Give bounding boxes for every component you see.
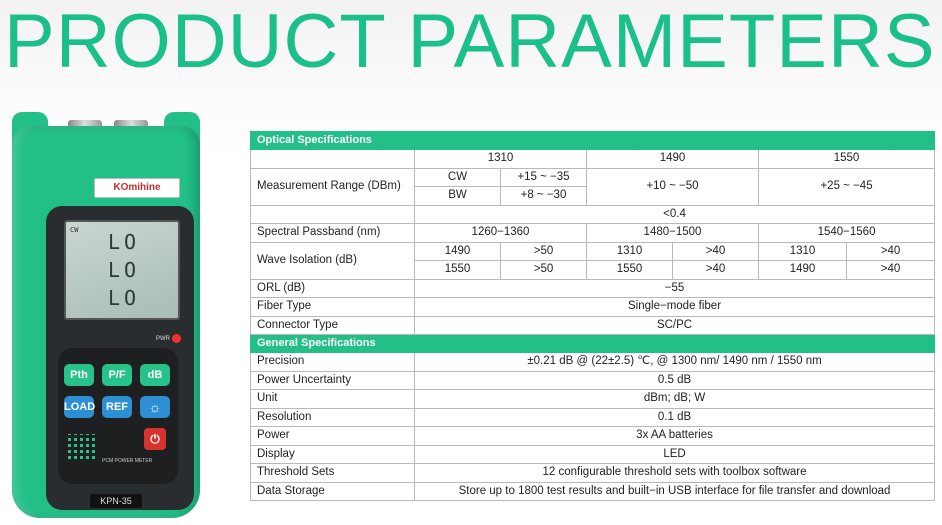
row-label [251, 205, 415, 224]
table-row [251, 353, 935, 372]
table-cell: Single−mode fiber [415, 298, 935, 317]
table-cell: 1310 [587, 242, 673, 261]
table-cell: 1490 [759, 261, 847, 280]
table-row [251, 445, 935, 464]
power-meter-device-image [8, 112, 208, 522]
screen-reading: LO [108, 286, 141, 310]
power-key-icon: ⏻ [144, 428, 166, 450]
db-key: dB [140, 364, 170, 386]
brand-logo: KOmihine [94, 178, 180, 198]
backlight-key-icon: ☼ [140, 396, 170, 418]
pf-key: P/F [102, 364, 132, 386]
section-header-row [251, 132, 935, 150]
table-row [251, 408, 935, 427]
table-cell: <0.4 [415, 205, 935, 224]
wavelength-header: 1550 [759, 150, 935, 169]
table-row [251, 464, 935, 483]
load-key: LOAD [64, 396, 94, 418]
table-row [251, 316, 935, 335]
table-cell: CW [415, 168, 501, 187]
table-cell: >50 [501, 242, 587, 261]
device-label: PCM POWER METER [102, 458, 153, 464]
table-row [251, 298, 935, 317]
screen-reading: LO [108, 258, 141, 282]
table-cell: −55 [415, 279, 935, 298]
table-cell: >40 [673, 261, 759, 280]
table-cell: 0.1 dB [415, 408, 935, 427]
table-cell: SC/PC [415, 316, 935, 335]
table-cell: 1260−1360 [415, 224, 587, 243]
row-label: Measurement Range (DBm) [251, 168, 415, 205]
power-led-icon [172, 334, 181, 343]
row-label: Data Storage [251, 482, 415, 501]
row-label: ORL (dB) [251, 279, 415, 298]
table-row [251, 390, 935, 409]
table-cell: 1550 [415, 261, 501, 280]
row-label: Power Uncertainty [251, 371, 415, 390]
table-cell: dBm; dB; W [415, 390, 935, 409]
row-label: Resolution [251, 408, 415, 427]
table-cell: 1310 [759, 242, 847, 261]
row-label: Fiber Type [251, 298, 415, 317]
pth-key: Pth [64, 364, 94, 386]
section-header-row [251, 335, 935, 353]
table-row [251, 482, 935, 501]
pwr-label: PWR [156, 336, 170, 342]
table-cell: +25 ~ −45 [759, 168, 935, 205]
table-cell: 1550 [587, 261, 673, 280]
row-label: Wave Isolation (dB) [251, 242, 415, 279]
table-cell: >40 [673, 242, 759, 261]
table-row [251, 205, 935, 224]
row-label: Display [251, 445, 415, 464]
empty-cell [251, 150, 415, 169]
table-row [251, 168, 935, 187]
screen-reading: LO [108, 230, 141, 254]
page-title: PRODUCT PARAMETERS [4, 0, 936, 84]
table-cell: 1490 [415, 242, 501, 261]
device-face [46, 206, 194, 510]
table-cell: >40 [847, 242, 935, 261]
table-row [251, 224, 935, 243]
table-cell: >50 [501, 261, 587, 280]
table-cell: 12 configurable threshold sets with toolbox software [415, 464, 935, 483]
row-label: Connector Type [251, 316, 415, 335]
table-row [251, 371, 935, 390]
table-cell: ±0.21 dB @ (22±2.5) ℃, @ 1300 nm/ 1490 nm / 1550 nm [415, 353, 935, 372]
table-row [251, 427, 935, 446]
table-row [251, 150, 935, 169]
model-plate: KPN-35 [90, 494, 142, 508]
row-label: Spectral Passband (nm) [251, 224, 415, 243]
table-cell: 1480−1500 [587, 224, 759, 243]
table-row [251, 279, 935, 298]
table-row [251, 242, 935, 261]
table-cell: >40 [847, 261, 935, 280]
screen-mode-label: CW [70, 226, 79, 234]
table-cell: +10 ~ −50 [587, 168, 759, 205]
row-label: Power [251, 427, 415, 446]
table-cell: 1540−1560 [759, 224, 935, 243]
row-label: Threshold Sets [251, 464, 415, 483]
ref-key: REF [102, 396, 132, 418]
table-cell: LED [415, 445, 935, 464]
qr-code-icon [68, 434, 96, 462]
table-cell: BW [415, 187, 501, 206]
optical-section-header: Optical Specifications [251, 132, 935, 150]
table-cell: Store up to 1800 test results and built−in USB interface for file transfer and download [415, 482, 935, 501]
table-cell: +15 ~ −35 [501, 168, 587, 187]
table-cell: +8 ~ −30 [501, 187, 587, 206]
device-screen [64, 220, 180, 320]
table-cell: 0.5 dB [415, 371, 935, 390]
wavelength-header: 1310 [415, 150, 587, 169]
spec-table [250, 131, 935, 501]
row-label: Precision [251, 353, 415, 372]
table-cell: 3x AA batteries [415, 427, 935, 446]
keypad [58, 348, 178, 484]
general-section-header: General Specifications [251, 335, 935, 353]
wavelength-header: 1490 [587, 150, 759, 169]
row-label: Unit [251, 390, 415, 409]
